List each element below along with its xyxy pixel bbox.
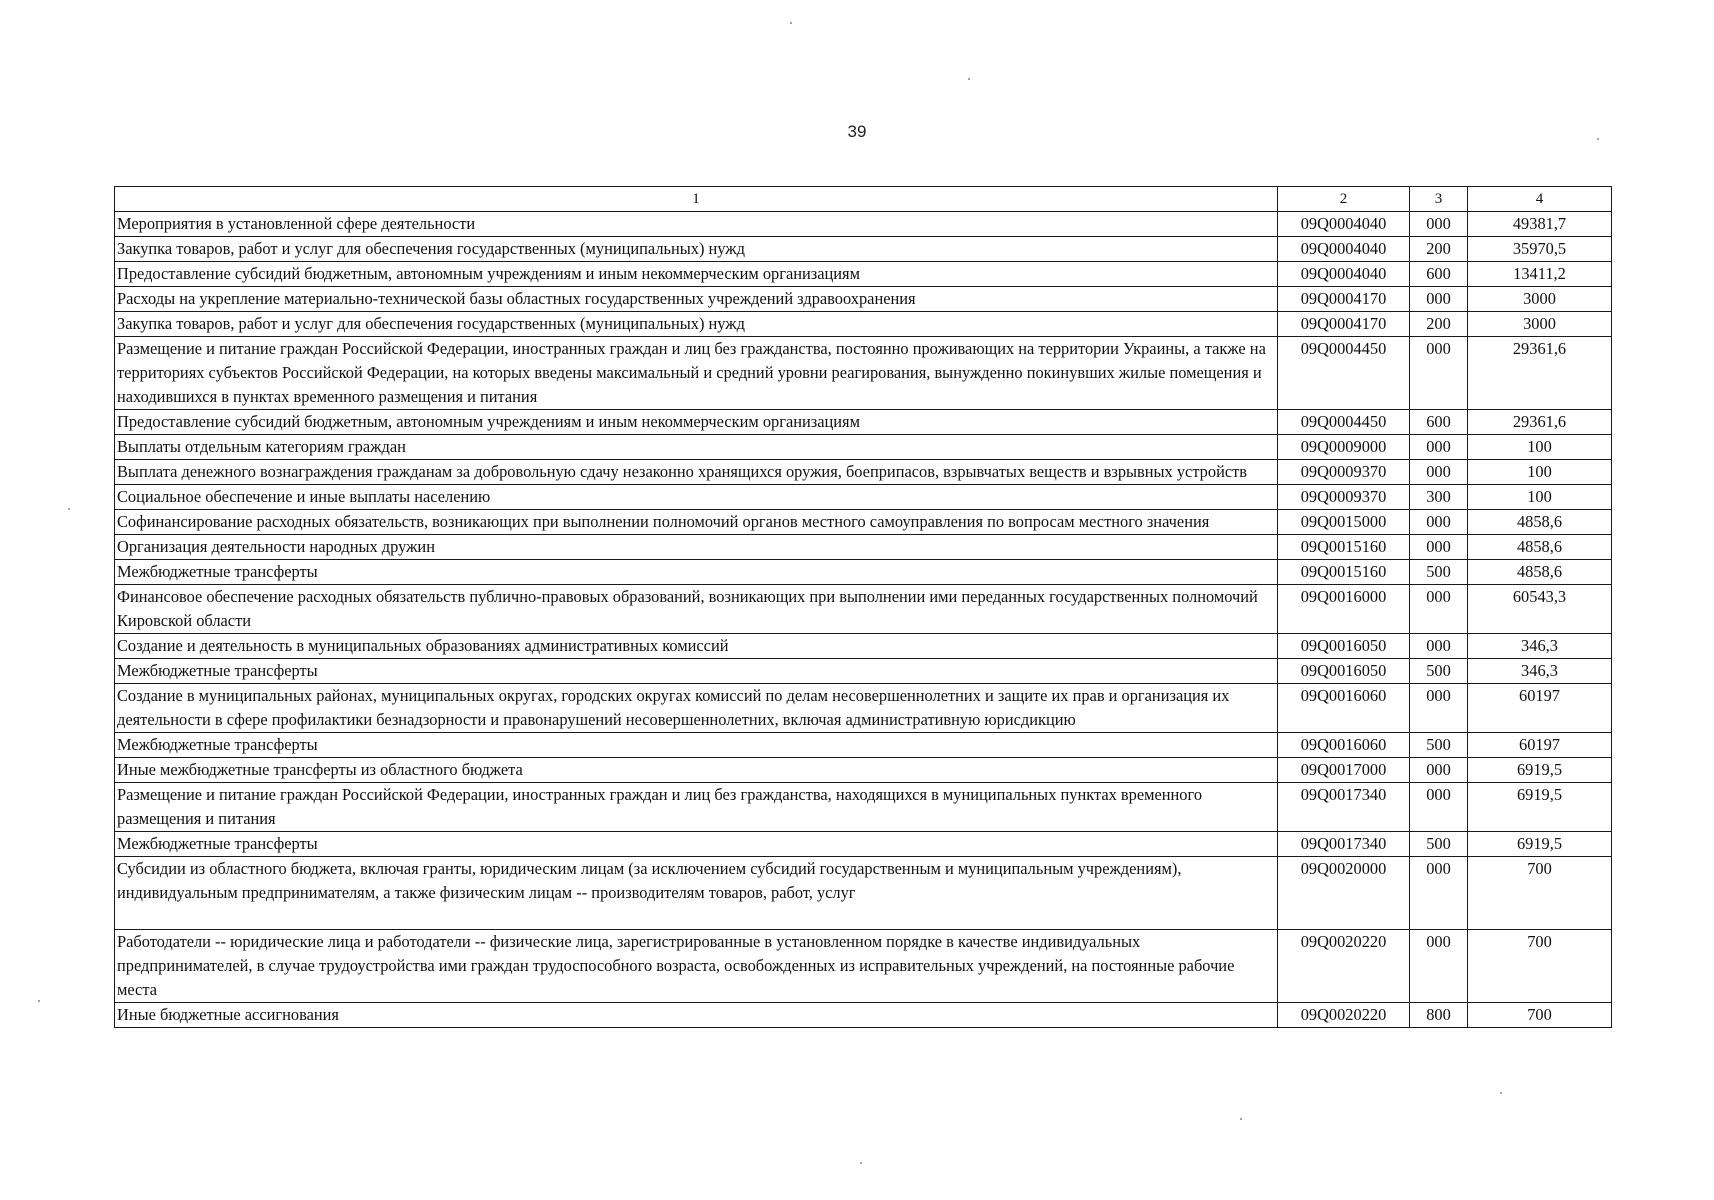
target-code: 09Q0020000 [1278,857,1410,930]
expense-type: 000 [1410,212,1468,237]
expense-type: 200 [1410,312,1468,337]
target-code: 09Q0016050 [1278,634,1410,659]
expense-type: 500 [1410,560,1468,585]
target-code: 09Q0004450 [1278,410,1410,435]
scan-speck [1500,1092,1502,1094]
amount: 6919,5 [1468,758,1612,783]
expense-type: 000 [1410,337,1468,410]
target-code: 09Q0009000 [1278,435,1410,460]
amount: 6919,5 [1468,783,1612,832]
amount: 346,3 [1468,659,1612,684]
target-code: 09Q0016000 [1278,585,1410,634]
expense-name: Расходы на укрепление материально-технической базы областных государственных учреждений здравоохранения [115,287,1278,312]
target-code: 09Q0004170 [1278,312,1410,337]
target-code: 09Q0004450 [1278,337,1410,410]
expense-name: Размещение и питание граждан Российской Федерации, иностранных граждан и лиц без гражданства, находящихся в муниципальных пунктах временного размещения и питания [115,783,1278,832]
target-code: 09Q0020220 [1278,930,1410,1003]
table-row [115,262,1612,287]
scan-speck [790,22,792,24]
expense-type: 200 [1410,237,1468,262]
expense-type: 000 [1410,535,1468,560]
amount: 3000 [1468,287,1612,312]
table-row [115,684,1612,733]
amount: 35970,5 [1468,237,1612,262]
target-code: 09Q0009370 [1278,485,1410,510]
table-row [115,783,1612,832]
expense-type: 000 [1410,287,1468,312]
expense-type: 500 [1410,832,1468,857]
expense-type: 000 [1410,435,1468,460]
table-row [115,337,1612,410]
header-cell: 1 [115,187,1278,212]
amount: 4858,6 [1468,560,1612,585]
table-row [115,410,1612,435]
amount: 4858,6 [1468,535,1612,560]
expense-name: Межбюджетные трансферты [115,659,1278,684]
table-row [115,287,1612,312]
amount: 100 [1468,435,1612,460]
expense-name: Работодатели -- юридические лица и работодатели -- физические лица, зарегистрированные в установленном порядке в качестве индивидуальных предпринимателей, в случае трудоустройства ими граждан трудоспособного возраста, освобожденных из исправительных учреждений, на постоянные рабочие места [115,930,1278,1003]
target-code: 09Q0017000 [1278,758,1410,783]
amount: 29361,6 [1468,410,1612,435]
table-row [115,212,1612,237]
target-code: 09Q0015000 [1278,510,1410,535]
table-row [115,1003,1612,1028]
target-code: 09Q0004170 [1278,287,1410,312]
expense-type: 300 [1410,485,1468,510]
expense-name: Софинансирование расходных обязательств, возникающих при выполнении полномочий органов местного самоуправления по вопросам местного значения [115,510,1278,535]
table-row [115,510,1612,535]
header-cell: 4 [1468,187,1612,212]
expense-name: Создание и деятельность в муниципальных образованиях административных комиссий [115,634,1278,659]
target-code: 09Q0004040 [1278,212,1410,237]
expense-type: 000 [1410,783,1468,832]
table-row [115,733,1612,758]
expense-type: 000 [1410,460,1468,485]
expense-name: Финансовое обеспечение расходных обязательств публично-правовых образований, возникающих при выполнении ими переданных государственных полномочий Кировской области [115,585,1278,634]
amount: 346,3 [1468,634,1612,659]
table-row [115,634,1612,659]
table-row [115,585,1612,634]
expense-name: Межбюджетные трансферты [115,733,1278,758]
amount: 49381,7 [1468,212,1612,237]
target-code: 09Q0016060 [1278,684,1410,733]
expense-name: Предоставление субсидий бюджетным, автономным учреждениям и иным некоммерческим организациям [115,262,1278,287]
expense-type: 000 [1410,634,1468,659]
amount: 4858,6 [1468,510,1612,535]
expense-type: 800 [1410,1003,1468,1028]
table-row [115,237,1612,262]
budget-table [114,186,1612,1028]
amount: 100 [1468,485,1612,510]
amount: 29361,6 [1468,337,1612,410]
amount: 700 [1468,1003,1612,1028]
target-code: 09Q0015160 [1278,535,1410,560]
target-code: 09Q0015160 [1278,560,1410,585]
expense-type: 000 [1410,930,1468,1003]
header-cell: 3 [1410,187,1468,212]
table-row [115,930,1612,1003]
target-code: 09Q0016060 [1278,733,1410,758]
expense-type: 600 [1410,262,1468,287]
expense-type: 000 [1410,510,1468,535]
target-code: 09Q0004040 [1278,237,1410,262]
amount: 60543,3 [1468,585,1612,634]
expense-type: 600 [1410,410,1468,435]
table-row [115,560,1612,585]
target-code: 09Q0009370 [1278,460,1410,485]
expense-type: 000 [1410,857,1468,930]
expense-type: 000 [1410,684,1468,733]
expense-name: Создание в муниципальных районах, муниципальных округах, городских округах комиссий по делам несовершеннолетних и защите их прав и организация их деятельности в сфере профилактики безнадзорности и правонарушений несовершеннолетних, включая административную юрисдикцию [115,684,1278,733]
scan-speck [1240,1118,1242,1120]
amount: 100 [1468,460,1612,485]
table-row [115,659,1612,684]
expense-name: Выплата денежного вознаграждения гражданам за добровольную сдачу незаконно хранящихся оружия, боеприпасов, взрывчатых веществ и взрывных устройств [115,460,1278,485]
scan-speck [68,508,70,510]
expense-name: Межбюджетные трансферты [115,560,1278,585]
expense-type: 000 [1410,585,1468,634]
header-row [115,187,1612,212]
table-row [115,832,1612,857]
expense-name: Выплаты отдельным категориям граждан [115,435,1278,460]
scan-speck [860,1162,862,1164]
expense-name: Размещение и питание граждан Российской Федерации, иностранных граждан и лиц без гражданства, постоянно проживающих на территории Украины, а также на территориях субъектов Российской Федерации, на которых введены максимальный и средний уровни реагирования, вынужденно покинувших жилые помещения и находившихся в пунктах временного размещения и питания [115,337,1278,410]
expense-name: Мероприятия в установленной сфере деятельности [115,212,1278,237]
amount: 700 [1468,857,1612,930]
scan-speck [38,1000,40,1002]
table-row [115,460,1612,485]
expense-name: Закупка товаров, работ и услуг для обеспечения государственных (муниципальных) нужд [115,312,1278,337]
header-cell: 2 [1278,187,1410,212]
target-code: 09Q0020220 [1278,1003,1410,1028]
target-code: 09Q0017340 [1278,832,1410,857]
table-row [115,312,1612,337]
expense-type: 000 [1410,758,1468,783]
page-number: 39 [847,122,867,141]
table-row [115,485,1612,510]
target-code: 09Q0017340 [1278,783,1410,832]
scan-speck [968,78,970,80]
amount: 13411,2 [1468,262,1612,287]
expense-name: Организация деятельности народных дружин [115,535,1278,560]
expense-name: Закупка товаров, работ и услуг для обеспечения государственных (муниципальных) нужд [115,237,1278,262]
scan-speck [1597,138,1599,140]
expense-name: Предоставление субсидий бюджетным, автономным учреждениям и иным некоммерческим организациям [115,410,1278,435]
table-row [115,435,1612,460]
target-code: 09Q0016050 [1278,659,1410,684]
expense-name: Иные межбюджетные трансферты из областного бюджета [115,758,1278,783]
amount: 60197 [1468,684,1612,733]
expense-type: 500 [1410,659,1468,684]
expense-type: 500 [1410,733,1468,758]
table-row [115,758,1612,783]
expense-name: Субсидии из областного бюджета, включая гранты, юридическим лицам (за исключением субсидий государственным и муниципальным учреждениям), индивидуальным предпринимателям, а также физическим лицам -- производителям товаров, работ, услуг [115,857,1278,930]
amount: 6919,5 [1468,832,1612,857]
table-row [115,535,1612,560]
amount: 60197 [1468,733,1612,758]
table-row [115,857,1612,930]
target-code: 09Q0004040 [1278,262,1410,287]
expense-name: Социальное обеспечение и иные выплаты населению [115,485,1278,510]
amount: 3000 [1468,312,1612,337]
expense-name: Иные бюджетные ассигнования [115,1003,1278,1028]
amount: 700 [1468,930,1612,1003]
expense-name: Межбюджетные трансферты [115,832,1278,857]
